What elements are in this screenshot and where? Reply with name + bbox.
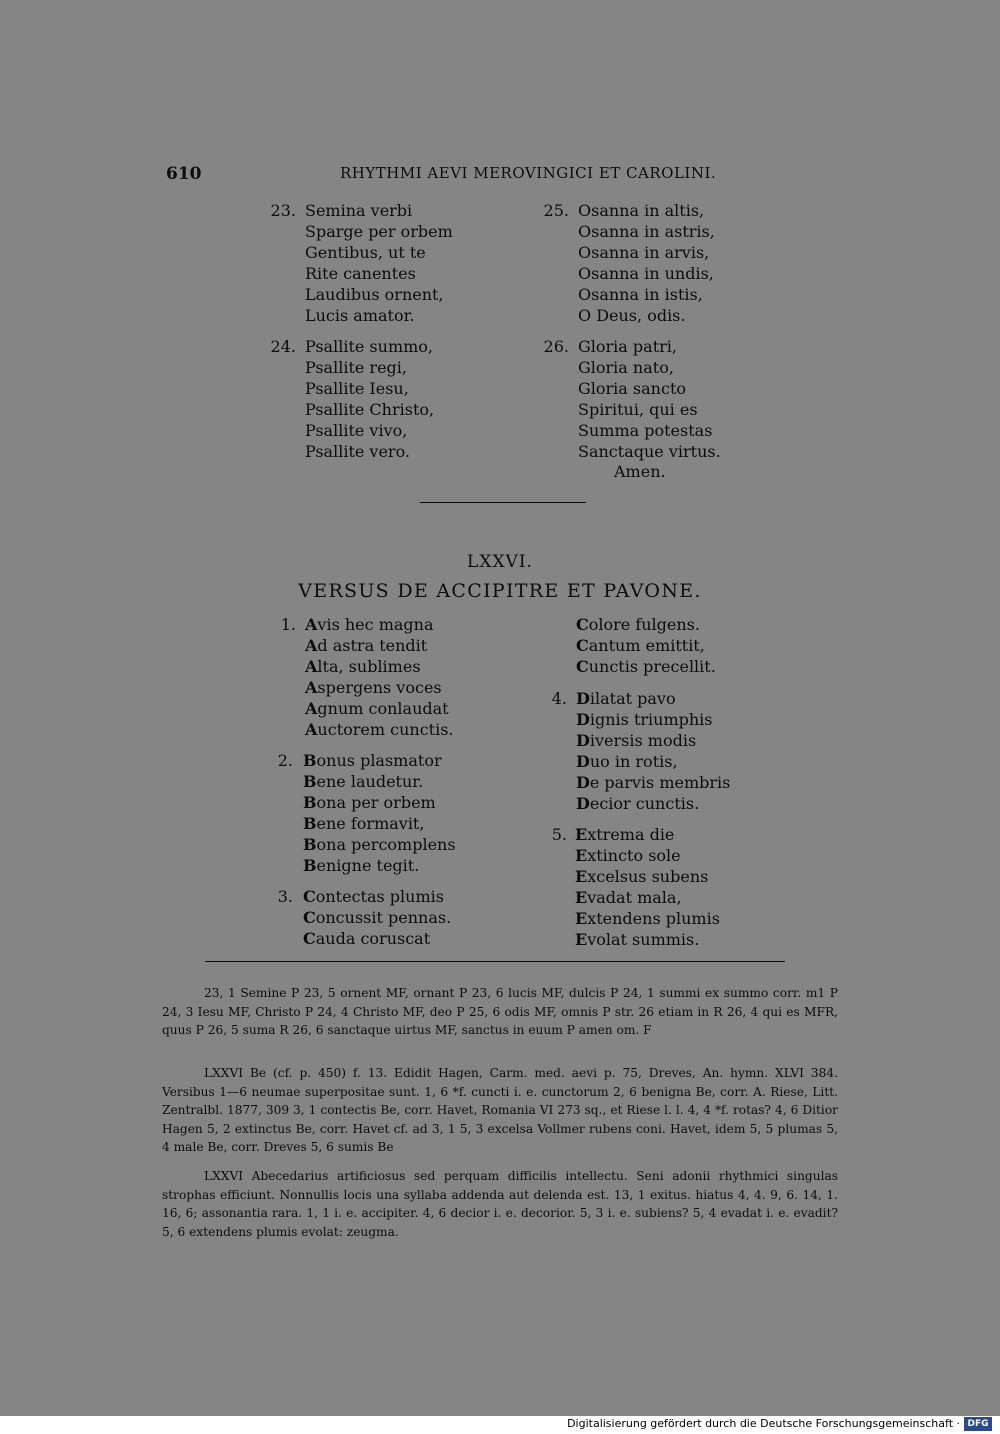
verse-line: Extendens plumis	[575, 909, 720, 928]
edition-notes	[162, 1064, 838, 1157]
verse-line: Sparge per orbem	[305, 222, 453, 241]
verse-line: Psallite summo,	[305, 337, 433, 356]
verse-line: Osanna in istis,	[578, 285, 703, 304]
apparatus-notes	[162, 984, 838, 1040]
stanza-number: 23.	[270, 201, 296, 220]
verse-line: Avis hec magna	[305, 615, 434, 634]
poem-title: VERSUS DE ACCIPITRE ET PAVONE.	[298, 580, 702, 602]
verse-line: Spiritui, qui es	[578, 400, 698, 419]
verse-line: Psallite regi,	[305, 358, 407, 377]
verse-line: Evadat mala,	[575, 888, 682, 907]
apparatus-rule	[205, 961, 785, 962]
stanza-number: 5.	[551, 825, 567, 844]
verse-line: Sanctaque virtus.	[578, 442, 721, 461]
verse-line: Osanna in altis,	[578, 201, 705, 220]
footer-bar	[0, 1416, 1000, 1434]
stanza-number: 24.	[270, 337, 296, 356]
stanza-1	[305, 614, 454, 740]
apparatus-paragraph: LXXVI Abecedarius artificiosus sed perquam difficilis intellectu. Seni adonii rhythmici singulas strophas efficiunt. Nonnullis locis una syllaba addenda aut delenda est. 13, 1 exitus. hiatus 4, 4. 9, 6. 14, 1. 16, 6; assonantia rara. 1, 1 i. e. accipiter. 4, 6 decior i. e. decorior. 5, 3 i. e. subiens? 5, 4 evadat i. e. evadit? 5, 6 extendens plumis evolat: zeugma.	[162, 1169, 838, 1239]
verse-line: Rite canentes	[305, 264, 416, 283]
verse-line: Osanna in undis,	[578, 264, 714, 283]
verse-line: Extrema die	[575, 825, 675, 844]
verse-line: Cunctis precellit.	[576, 657, 716, 676]
stanza-5	[575, 824, 720, 950]
verse-line: Excelsus subens	[575, 867, 709, 886]
running-head: RHYTHMI AEVI MEROVINGICI ET CAROLINI.	[340, 164, 717, 182]
stanza-26	[578, 336, 721, 462]
verse-line: Bene laudetur.	[303, 772, 424, 791]
stanza-number: 2.	[277, 751, 293, 770]
verse-line: Colore fulgens.	[576, 615, 700, 634]
dfg-logo: DFG	[964, 1417, 992, 1431]
funding-notice: Digitalisierung gefördert durch die Deutsche Forschungsgemeinschaft ·	[567, 1417, 960, 1430]
verse-line: Psallite Iesu,	[305, 379, 409, 398]
verse-line: Duo in rotis,	[576, 752, 678, 771]
verse-line: Gloria sancto	[578, 379, 686, 398]
verse-line: Auctorem cunctis.	[305, 720, 454, 739]
amen-line: Amen.	[614, 462, 666, 481]
verse-line: Psallite vero.	[305, 442, 411, 461]
verse-line: Summa potestas	[578, 421, 713, 440]
verse-line: Cauda coruscat	[303, 929, 431, 948]
verse-line: Gentibus, ut te	[305, 243, 426, 262]
verse-line: Gloria patri,	[578, 337, 677, 356]
verse-line: Concussit pennas.	[303, 908, 452, 927]
stanza-3	[303, 886, 451, 949]
verse-line: Lucis amator.	[305, 306, 415, 325]
stanza-24	[305, 336, 434, 462]
stanza-25	[578, 200, 715, 326]
verse-line: O Deus, odis.	[578, 306, 686, 325]
apparatus-paragraph: 23, 1 Semine P 23, 5 ornent MF, ornant P 23, 6 lucis MF, dulcis P 24, 1 summi ex summo corr. m1 P 24, 3 Iesu MF, Christo P 24, 4 Christo MF, deo P 25, 6 odis MF, omnis P str. 26 etiam in R 26, 4 qui es MFR, quus P 26, 5 suma R 26, 6 sanctaque uirtus MF, sanctus in euum P amen om. F	[162, 986, 838, 1037]
verse-line: Contectas plumis	[303, 887, 444, 906]
apparatus-paragraph: LXXVI Be (cf. p. 450) f. 13. Edidit Hagen, Carm. med. aevi p. 75, Dreves, An. hymn. XLVI 384. Versibus 1—6 neumae superpositae sunt. 1, 6 *f. cuncti i. e. cunctorum 2, 6 benigna Be, corr. A. Riese, Litt. Zentralbl. 1877, 309 3, 1 contectis Be, corr. Havet, Romania VI 273 sq., et Riese l. l. 4, 4 *f. rotas? 4, 6 Ditior Hagen 5, 2 extinctus Be, corr. Havet cf. ad 3, 1 5, 3 excelsa Vollmer rubens coni. Havet, idem 5, 5 plumas 5, 4 male Be, corr. Dreves 5, 6 sumis Be	[162, 1066, 838, 1154]
page-number: 610	[166, 164, 202, 184]
commentary-notes	[162, 1167, 838, 1241]
stanza-number: 1.	[280, 615, 296, 634]
stanza-number: 26.	[543, 337, 569, 356]
verse-line: Dilatat pavo	[576, 689, 676, 708]
verse-line: Decior cunctis.	[576, 794, 700, 813]
verse-line: Benigne tegit.	[303, 856, 420, 875]
verse-line: Agnum conlaudat	[305, 699, 449, 718]
verse-line: Ad astra tendit	[305, 636, 428, 655]
verse-line: Bonus plasmator	[303, 751, 442, 770]
verse-line: Bona per orbem	[303, 793, 436, 812]
verse-line: Gloria nato,	[578, 358, 674, 377]
verse-line: Extincto sole	[575, 846, 681, 865]
stanza-23	[305, 200, 453, 326]
verse-line: Osanna in arvis,	[578, 243, 710, 262]
verse-line: Aspergens voces	[305, 678, 442, 697]
verse-line: Diversis modis	[576, 731, 697, 750]
stanza-number: 4.	[551, 689, 567, 708]
verse-line: Laudibus ornent,	[305, 285, 444, 304]
verse-line: Cantum emittit,	[576, 636, 705, 655]
section-divider	[420, 502, 586, 503]
verse-line: Bene formavit,	[303, 814, 425, 833]
verse-line: Dignis triumphis	[576, 710, 713, 729]
verse-line: Bona percomplens	[303, 835, 456, 854]
verse-line: De parvis membris	[576, 773, 731, 792]
poem-number: LXXVI.	[467, 552, 533, 572]
verse-line: Psallite vivo,	[305, 421, 408, 440]
verse-line: Alta, sublimes	[305, 657, 421, 676]
verse-line: Psallite Christo,	[305, 400, 435, 419]
verse-line: Evolat summis.	[575, 930, 700, 949]
verse-line: Semina verbi	[305, 201, 413, 220]
verse-line: Osanna in astris,	[578, 222, 715, 241]
stanza-4	[576, 688, 730, 814]
stanza-2	[303, 750, 456, 876]
stanza-number: 3.	[277, 887, 293, 906]
stanza-3-continued	[576, 614, 716, 677]
stanza-number: 25.	[543, 201, 569, 220]
